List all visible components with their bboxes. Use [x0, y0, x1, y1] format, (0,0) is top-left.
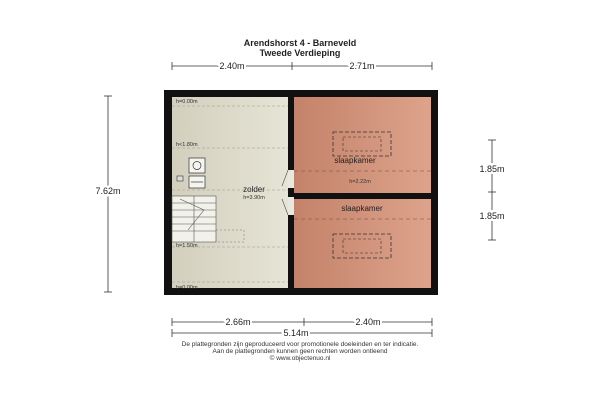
slaapkamer-top-height: h=2.22m: [349, 179, 371, 185]
disclaimer-line-1: De plattegronden zijn geproduceerd voor promotionele doeleinden en ter indicatie.: [181, 341, 419, 348]
copyright-line: © www.objectenuo.nl: [269, 355, 331, 362]
disclaimer-line-2: Aan de plattegronden kunnen geen rechten worden ontleend: [212, 348, 388, 355]
dim-top-left: 2.40m: [219, 61, 245, 71]
height-bottom: h=0.00m: [176, 285, 198, 291]
tap-icon: [177, 176, 183, 181]
floor-title: Tweede Verdieping: [259, 48, 341, 58]
height-upper: h<1.80m: [176, 142, 198, 148]
dim-bottom-total: 5.14m: [283, 328, 309, 338]
staircase: [172, 196, 216, 242]
dim-bottom-left: 2.66m: [225, 317, 251, 327]
dim-left-total: 7.62m: [95, 186, 121, 196]
dim-top-right: 2.71m: [349, 61, 375, 71]
zolder-height: h=3.90m: [243, 195, 265, 201]
zolder-label: zolder: [243, 185, 265, 194]
slaapkamer-top-label: slaapkamer: [334, 156, 376, 165]
interior-wall-vertical: [288, 97, 294, 288]
dimension-top: [172, 62, 432, 70]
door-bottom: [288, 197, 294, 215]
boiler-icon: [189, 176, 205, 188]
dim-right-upper: 1.85m: [479, 164, 505, 174]
door-top: [288, 170, 294, 188]
dim-right-lower: 1.85m: [479, 211, 505, 221]
dim-bottom-right: 2.40m: [355, 317, 381, 327]
slaapkamer-bottom-label: slaapkamer: [341, 204, 383, 213]
address-title: Arendshorst 4 - Barneveld: [243, 38, 357, 48]
height-lower: h=1.50m: [176, 243, 198, 249]
zolder-floor: [172, 97, 288, 288]
height-top: h=0.00m: [176, 99, 198, 105]
dimension-right: [488, 140, 496, 240]
washing-machine-icon: [189, 158, 205, 173]
interior-wall-horizontal: [294, 193, 431, 199]
